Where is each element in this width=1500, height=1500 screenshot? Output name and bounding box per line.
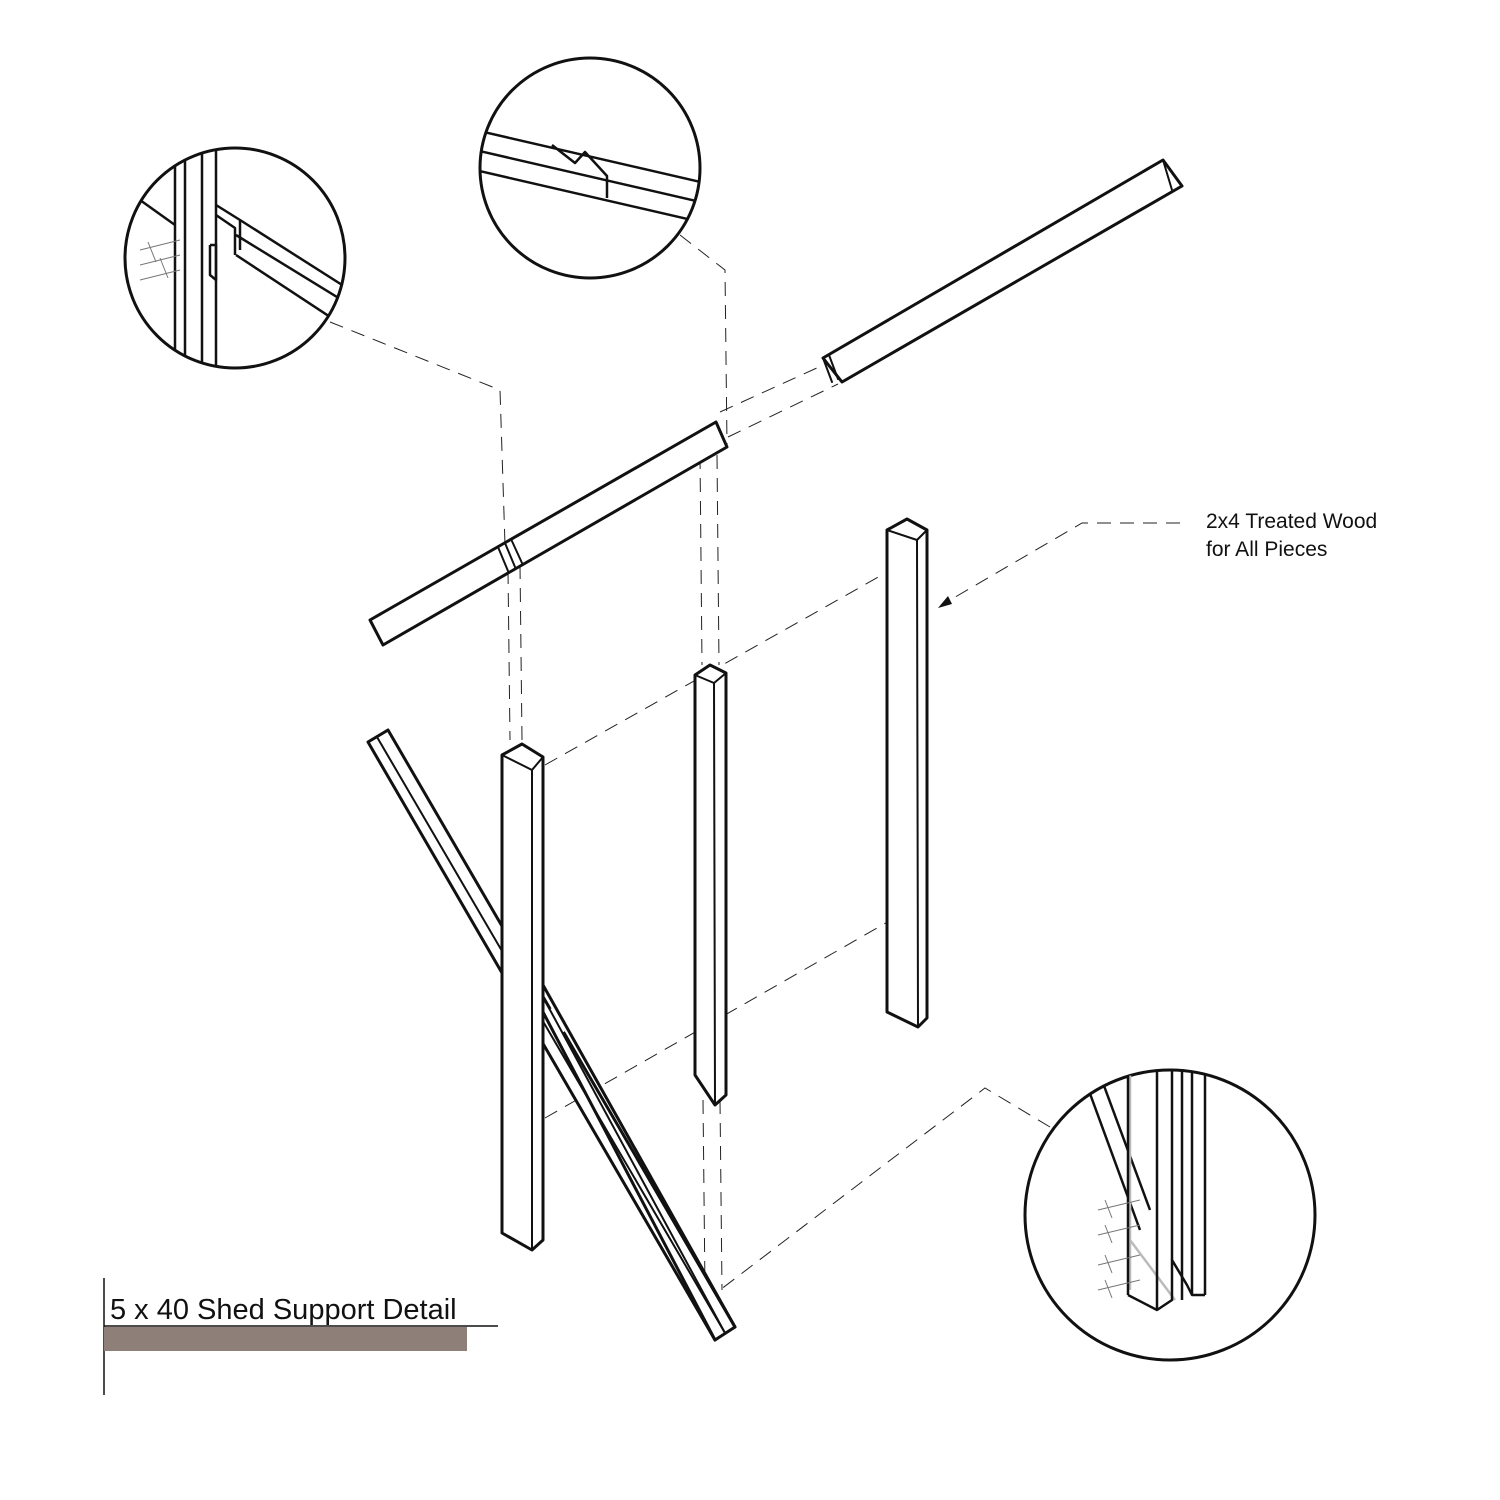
callout-line-1: 2x4 Treated Wood [1206,510,1378,533]
detail-circle-post-base [1025,1060,1315,1360]
detail-circle-scarf-joint [475,58,705,278]
middle-beam [370,422,727,645]
title-bar [104,1327,467,1351]
detail-leader-lines [330,235,1050,1290]
middle-post [695,665,726,1105]
callout-line-2: for All Pieces [1206,538,1328,561]
right-post [887,519,927,1027]
callout-label [1206,508,1377,564]
upper-beam [823,160,1182,382]
callout-leader [938,523,1180,608]
diagram-title: 5 x 40 Shed Support Detail [110,1294,457,1326]
left-post [502,744,543,1250]
detail-circle-post-joint [125,140,350,370]
